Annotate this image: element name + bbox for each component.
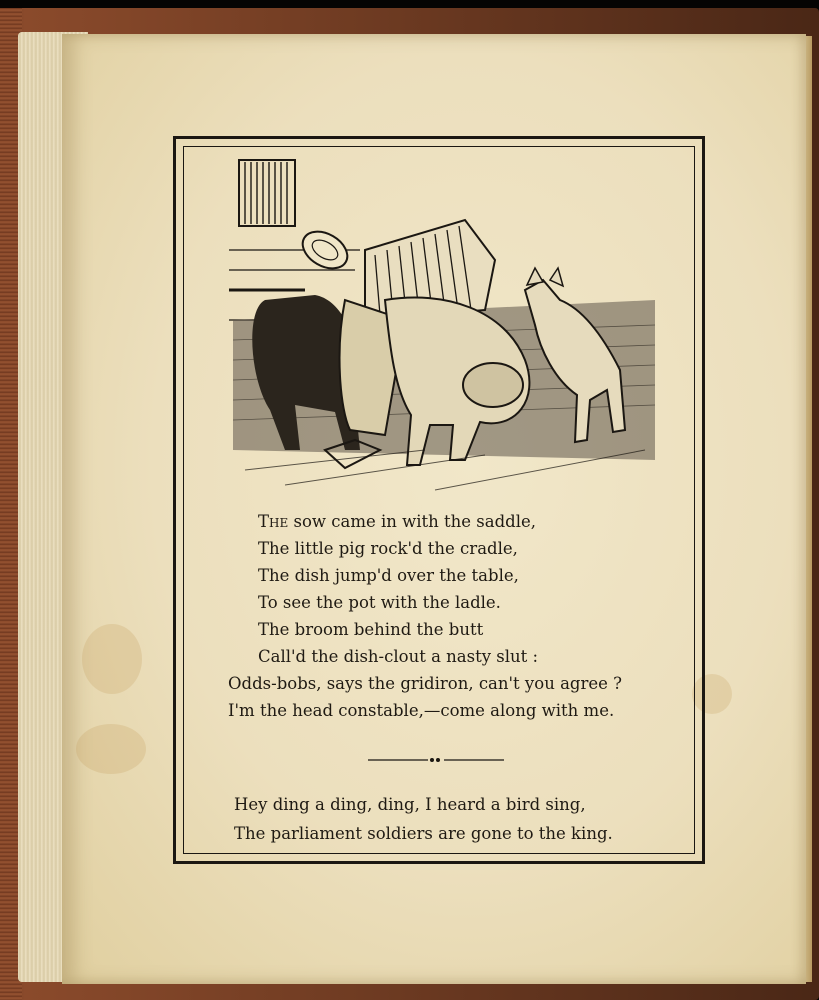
nursery-rhyme-verse [228, 508, 678, 724]
verse-first-word: The [258, 512, 289, 531]
woodcut-illustration [225, 150, 655, 500]
verse-line: Call'd the dish-clout a nasty slut : [258, 647, 539, 666]
verse-line: The dish jump'd over the table, [258, 566, 519, 585]
verse-line: Odds-bobs, says the gridiron, can't you agree ? [228, 674, 622, 693]
verse-line: The parliament soldiers are gone to the king. [234, 824, 613, 843]
verse-line-text: sow came in with the saddle, [288, 512, 537, 531]
second-rhyme-verse [234, 790, 674, 848]
page-stain [82, 624, 142, 694]
section-divider-ornament [368, 752, 504, 768]
page-stain [76, 724, 146, 774]
verse-line [228, 508, 678, 535]
verse-line: To see the pot with the ladle. [258, 593, 501, 612]
verse-line: Hey ding a ding, ding, I heard a bird sing, [234, 795, 586, 814]
verse-line: The little pig rock'd the cradle, [258, 539, 518, 558]
verse-line: The broom behind the butt [258, 620, 484, 639]
verse-line: I'm the head constable,—come along with me. [228, 701, 615, 720]
